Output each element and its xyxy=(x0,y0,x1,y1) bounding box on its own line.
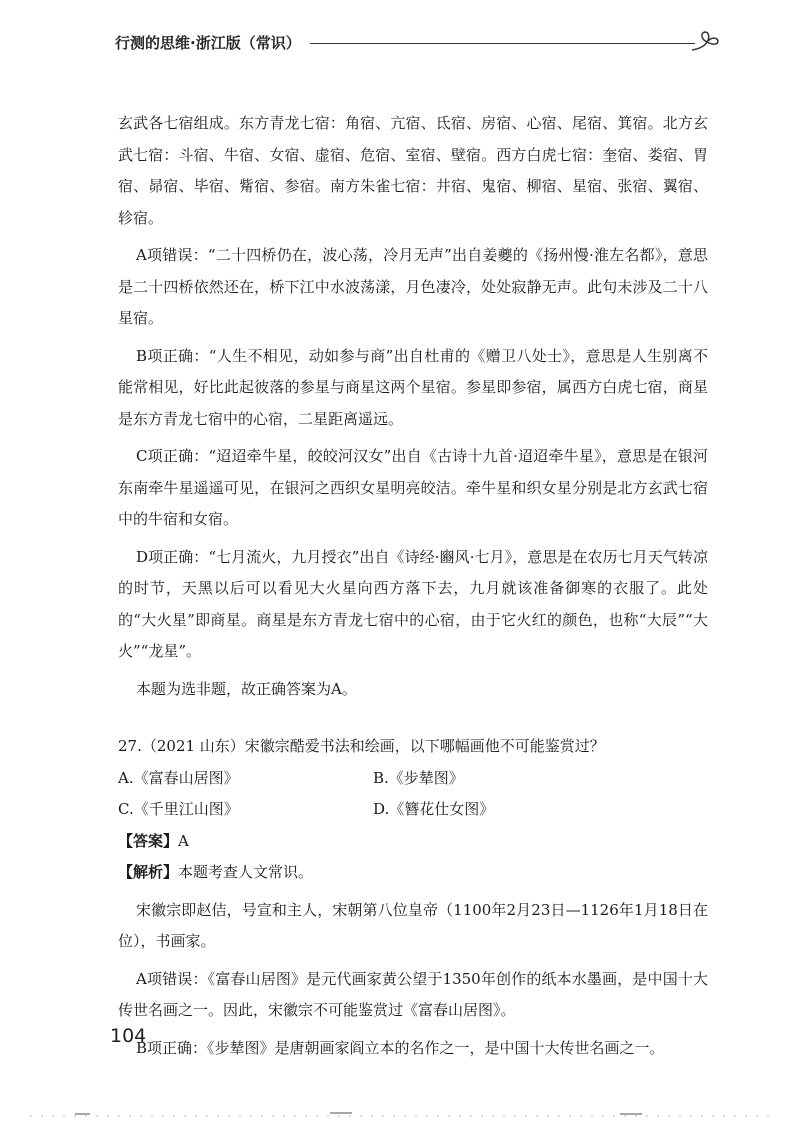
question-title: 27.（2021 山东）宋徽宗酷爱书法和绘画，以下哪幅画他不可能鉴赏过？ xyxy=(118,737,605,755)
explanation-option-b: B项正确：《步辇图》是唐朝画家阎立本的名作之一，是中国十大传世名画之一。 xyxy=(136,1038,665,1057)
header-rule xyxy=(310,43,695,44)
paragraph-option-d: D项正确：“七月流火，九月授衣”出自《诗经·豳风·七月》，意思是在农历七月天气转凉的时节，天黑以后可以看见大火星向西方落下去，九月就该准备御寒的衣服了。此处的“大火星”即商星。商星是东方青龙七宿中的心宿，由于它火红的颜色，也称“大辰”“大火”“龙星”。 xyxy=(118,547,708,660)
running-header xyxy=(115,30,715,60)
scan-edge-marks xyxy=(30,1108,770,1120)
explanation-intro: 宋徽宗即赵佶，号宣和主人，宋朝第八位皇帝（1100年2月23日—1126年1月18日在位），书画家。 xyxy=(118,900,708,950)
paragraph-conclusion: 本题为选非题，故正确答案为A。 xyxy=(136,679,357,698)
book-title: 行测的思维·浙江版（常识） xyxy=(115,34,301,52)
answer-label: 【答案】 xyxy=(118,831,179,850)
option-d: D.《簪花仕女图》 xyxy=(373,800,495,818)
option-b: B.《步辇图》 xyxy=(373,768,464,787)
paragraph-option-a: A项错误：“二十四桥仍在，波心荡，冷月无声”出自姜夔的《扬州慢·淮左名都》，意思是二十四桥依然还在，桥下江中水波荡漾，月色凄冷，处处寂静无声。此句未涉及二十八星宿。 xyxy=(118,246,708,327)
answer-value: A xyxy=(178,831,189,850)
page-content xyxy=(118,108,708,1064)
sprout-icon xyxy=(690,30,720,56)
page-number: 104 xyxy=(110,1025,147,1047)
answer-line xyxy=(118,826,708,858)
analysis-line xyxy=(118,857,708,889)
paragraph-option-b: B项正确：“人生不相见，动如参与商”出自杜甫的《赠卫八处士》，意思是人生别离不能常相见，好比此起彼落的参星与商星这两个星宿。参星即参宿，属西方白虎七宿，商星是东方青龙七宿中的心宿，二星距离遥远。 xyxy=(118,346,708,428)
paragraph-option-c: C项正确：“迢迢牵牛星，皎皎河汉女”出自《古诗十九首·迢迢牵牛星》，意思是在银河东南牵牛星遥遥可见，在银河之西织女星明亮皎洁。牵牛星和织女星分别是北方玄武七宿中的牛宿和女宿。 xyxy=(118,447,708,528)
option-a: A.《富春山居图》 xyxy=(118,768,239,787)
option-c: C.《千里江山图》 xyxy=(118,800,239,818)
analysis-label: 【解析】 xyxy=(118,863,179,881)
question-27 xyxy=(118,731,708,1064)
question-options xyxy=(118,763,708,826)
section-gap xyxy=(118,705,708,731)
explanation-option-a: A项错误：《富春山居图》是元代画家黄公望于1350年创作的纸本水墨画，是中国十大传世名画之一。因此，宋徽宗不可能鉴赏过《富春山居图》。 xyxy=(118,969,708,1019)
analysis-text: 本题考查人文常识。 xyxy=(178,863,314,881)
paragraph-constellations: 玄武各七宿组成。东方青龙七宿：角宿、亢宿、氐宿、房宿、心宿、尾宿、箕宿。北方玄武七宿：斗宿、牛宿、女宿、虚宿、危宿、室宿、壁宿。西方白虎七宿：奎宿、娄宿、胃宿、昴宿、毕宿、觜宿、参宿。南方朱雀七宿：井宿、鬼宿、柳宿、星宿、张宿、翼宿、轸宿。 xyxy=(118,114,708,227)
